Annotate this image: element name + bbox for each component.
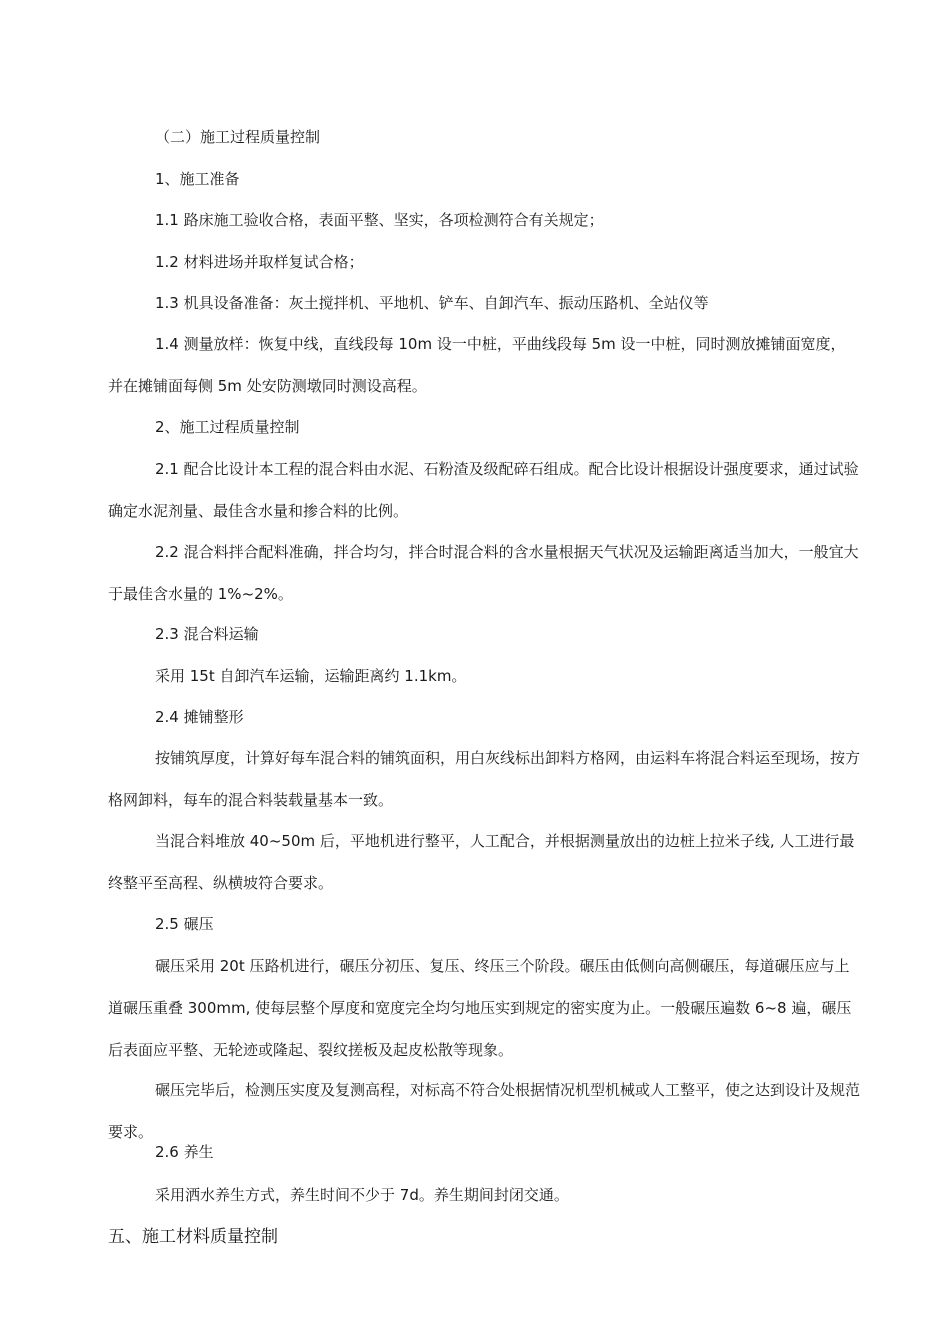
paragraph-1-2: 1.2 材料进场并取样复试合格； [155,253,364,271]
heading-2-3: 2.3 混合料运输 [155,625,259,643]
paragraph-2-2: 2.2 混合料拌合配料准确，拌合均匀，拌合时混合料的含水量根据天气状况及运输距离适当加大，一般宜大于最佳含水量的 1%~2%。 [108,543,859,603]
paragraph-curing: 采用洒水养生方式，养生时间不少于 7d。养生期间封闭交通。 [155,1186,569,1204]
heading-construction-process-quality-control: 2、施工过程质量控制 [155,418,300,436]
paragraph-1-1: 1.1 路床施工验收合格，表面平整、坚实，各项检测符合有关规定； [155,211,604,229]
paragraph-paving-area: 按铺筑厚度，计算好每车混合料的铺筑面积，用白灰线标出卸料方格网，由运料车将混合料运至现场，按方格网卸料，每车的混合料装载量基本一致。 [108,749,861,809]
heading-2-4: 2.4 摊铺整形 [155,708,244,726]
paragraph-2-1: 2.1 配合比设计本工程的混合料由水泥、石粉渣及级配碎石组成。配合比设计根据设计强度要求，通过试验确定水泥剂量、最佳含水量和掺合料的比例。 [108,460,859,520]
section-heading-construction-process-quality: （二）施工过程质量控制 [155,128,321,146]
paragraph-transport: 采用 15t 自卸汽车运输，运输距离约 1.1km。 [155,667,467,685]
heading-2-5: 2.5 碾压 [155,915,214,933]
heading-construction-preparation: 1、施工准备 [155,170,240,188]
paragraph-1-4: 1.4 测量放样：恢复中线，直线段每 10m 设一中桩，平曲线段每 5m 设一中桩，同时测放摊铺面宽度，并在摊铺面每侧 5m 处安防测墩同时测设高程。 [108,335,846,395]
paragraph-rolling: 碾压采用 20t 压路机进行，碾压分初压、复压、终压三个阶段。碾压由低侧向高侧碾压，每道碾压应与上道碾压重叠 300mm, 使每层整个厚度和宽度完全均匀地压实到规定的密实度为止。一般碾压遍数 6~8 遍，碾压后表面应平整、无轮迹或隆起、裂纹搓板及起皮松散等现象。 [108,957,852,1059]
paragraph-after-rolling: 碾压完毕后，检测压实度及复测高程，对标高不符合处根据情况机型机械或人工整平，使之达到设计及规范要求。 [108,1081,861,1141]
paragraph-1-3: 1.3 机具设备准备：灰土搅拌机、平地机、铲车、自卸汽车、振动压路机、全站仪等 [155,294,709,312]
paragraph-grading: 当混合料堆放 40~50m 后，平地机进行整平，人工配合，并根据测量放出的边桩上拉米子线, 人工进行最终整平至高程、纵横坡符合要求。 [108,832,855,892]
heading-2-6: 2.6 养生 [155,1143,214,1161]
section-heading-materials-quality: 五、施工材料质量控制 [108,1227,278,1247]
